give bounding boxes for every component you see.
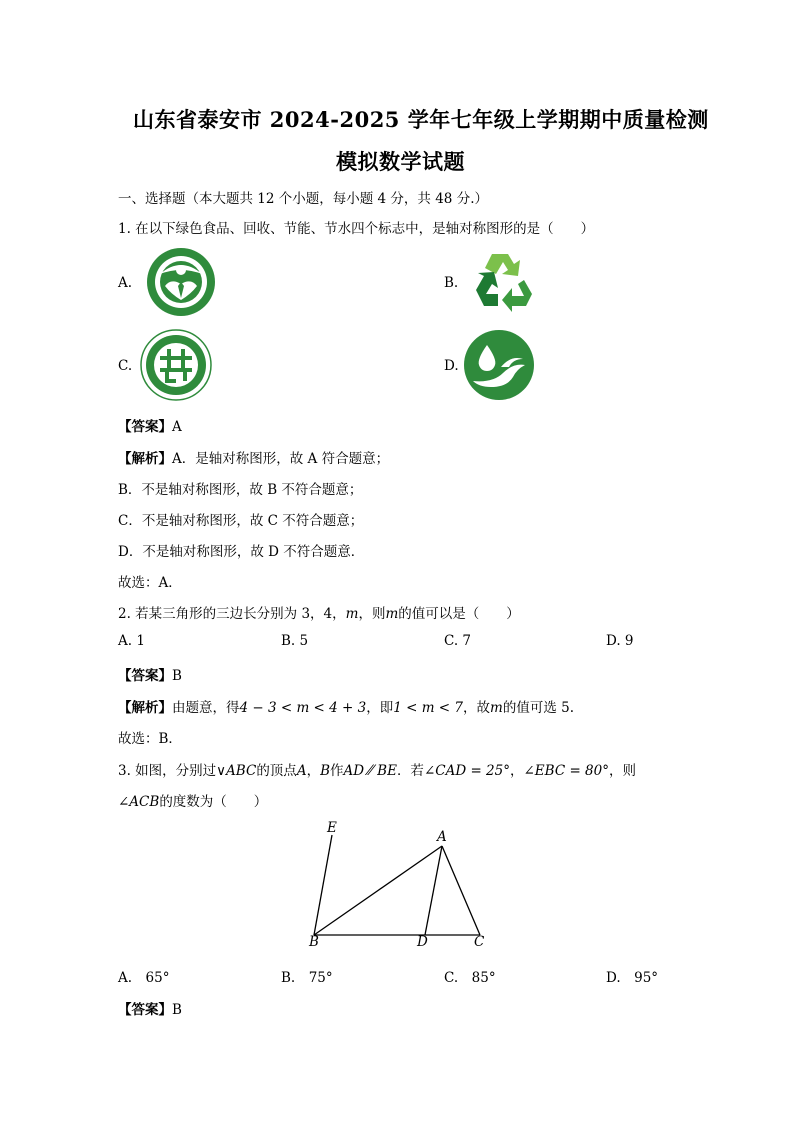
question-3-stem-line-1: [118, 759, 636, 779]
q3-vertex-b: B: [320, 763, 330, 779]
q1-option-c-label: C.: [118, 358, 133, 374]
q2-inequality-1: 4 − 3 < m < 4 + 3: [239, 700, 367, 716]
q3-option-b: B. 75°: [281, 970, 333, 986]
segment-ba: [314, 846, 442, 935]
q2-answer-value: B: [172, 668, 182, 684]
q1-analysis-text-1: A．是轴对称图形，故 A 符合题意；: [172, 451, 390, 467]
q1-answer-tag: 【答案】: [118, 419, 172, 435]
q2-analysis-2: ，即: [366, 700, 394, 716]
q2-answer: [118, 664, 182, 684]
q2-analysis-tag: 【解析】: [118, 700, 172, 716]
q2-option-d: D. 9: [606, 633, 634, 649]
figure-label-d: D: [417, 934, 428, 950]
q3-stem-4: ．若: [396, 763, 424, 779]
q2-stem-suffix-1: ，则: [358, 606, 386, 622]
segment-ad: [425, 846, 442, 935]
q1-analysis-tag: 【解析】: [118, 451, 172, 467]
q3-geometry-figure: [300, 815, 500, 955]
q2-analysis-3: ，故: [463, 700, 491, 716]
q2-option-c: C. 7: [444, 633, 472, 649]
figure-label-a: A: [437, 829, 447, 845]
q3-answer-tag: 【答案】: [118, 1002, 172, 1018]
figure-label-b: B: [309, 934, 319, 950]
question-2-stem: [118, 602, 520, 622]
q3-stem-2: 的顶点: [256, 763, 297, 779]
q1-option-a-label: A.: [118, 275, 133, 291]
q3-angle-acb: ∠ACB: [118, 794, 160, 810]
q2-option-b: B. 5: [281, 633, 309, 649]
q2-option-a: A. 1: [118, 633, 145, 649]
q3-answer-value: B: [172, 1002, 182, 1018]
question-3-stem-line-2: [118, 790, 267, 810]
q3-angle-cad: ∠CAD = 25°: [423, 763, 510, 779]
q2-analysis-1: 由题意，得: [172, 700, 240, 716]
figure-label-e: E: [327, 820, 337, 836]
page-subtitle: 模拟数学试题: [336, 149, 465, 174]
section-heading: 一、选择题（本大题共 12 个小题，每小题 4 分，共 48 分.）: [118, 191, 488, 207]
q1-analysis-line-3: C．不是轴对称图形，故 C 不符合题意；: [118, 513, 364, 529]
q2-conclusion: 故选：B．: [118, 731, 182, 747]
q3-answer: [118, 998, 182, 1018]
q3-stem-1: 3. 如图，分别过: [118, 763, 217, 779]
q1-conclusion: 故选：A．: [118, 575, 182, 591]
q2-var-m-3: m: [490, 700, 503, 716]
q2-var-m-2: m: [385, 606, 399, 622]
q3-parallel: AD ⁄⁄ BE: [343, 763, 397, 779]
q1-option-b-label: B.: [444, 275, 459, 291]
q2-answer-tag: 【答案】: [118, 668, 172, 684]
q2-inequality-2: 1 < m < 7: [393, 700, 464, 716]
q3-stem-5: ，则: [608, 763, 636, 779]
q3-stem-6: 的度数为（ ）: [159, 794, 268, 810]
q2-stem-suffix-2: 的值可以是（ ）: [398, 606, 520, 622]
q3-angle-ebc: ∠EBC = 80°: [523, 763, 609, 779]
q3-triangle: ∨ABC: [216, 763, 257, 779]
recycle-logo-icon: [468, 246, 540, 318]
q3-option-d: D. 95°: [606, 970, 659, 986]
q2-analysis-4: 的值可选 5.: [502, 700, 574, 716]
q1-analysis-line-1: [118, 447, 389, 467]
q1-option-d-label: D.: [444, 358, 459, 374]
water-saving-logo-icon: [463, 329, 535, 401]
q3-comma: ，: [306, 763, 321, 779]
segment-be: [314, 835, 332, 935]
q3-option-c: C. 85°: [444, 970, 496, 986]
q1-analysis-line-4: D．不是轴对称图形，故 D 不符合题意．: [118, 544, 365, 560]
q3-option-a: A. 65°: [118, 970, 170, 986]
green-food-logo-icon: [145, 246, 217, 318]
q1-answer: [118, 415, 182, 435]
q3-vertex-a: A: [296, 763, 307, 779]
q3-stem-3: 作: [329, 763, 344, 779]
q1-answer-value: A: [172, 419, 182, 435]
q2-analysis: [118, 696, 574, 716]
q2-stem-prefix: 2. 若某三角形的三边长分别为 3，4，: [118, 606, 346, 622]
page-title: 山东省泰安市 2024-2025 学年七年级上学期期中质量检测: [133, 107, 709, 132]
figure-label-c: C: [474, 934, 485, 950]
q2-var-m-1: m: [345, 606, 359, 622]
q1-analysis-line-2: B．不是轴对称图形，故 B 不符合题意；: [118, 482, 363, 498]
q3-comma-2: ，: [509, 763, 524, 779]
energy-saving-logo-icon: [140, 329, 212, 401]
question-1-stem: 1. 在以下绿色食品、回收、节能、节水四个标志中，是轴对称图形的是（ ）: [118, 221, 595, 237]
segment-ac: [442, 846, 480, 935]
